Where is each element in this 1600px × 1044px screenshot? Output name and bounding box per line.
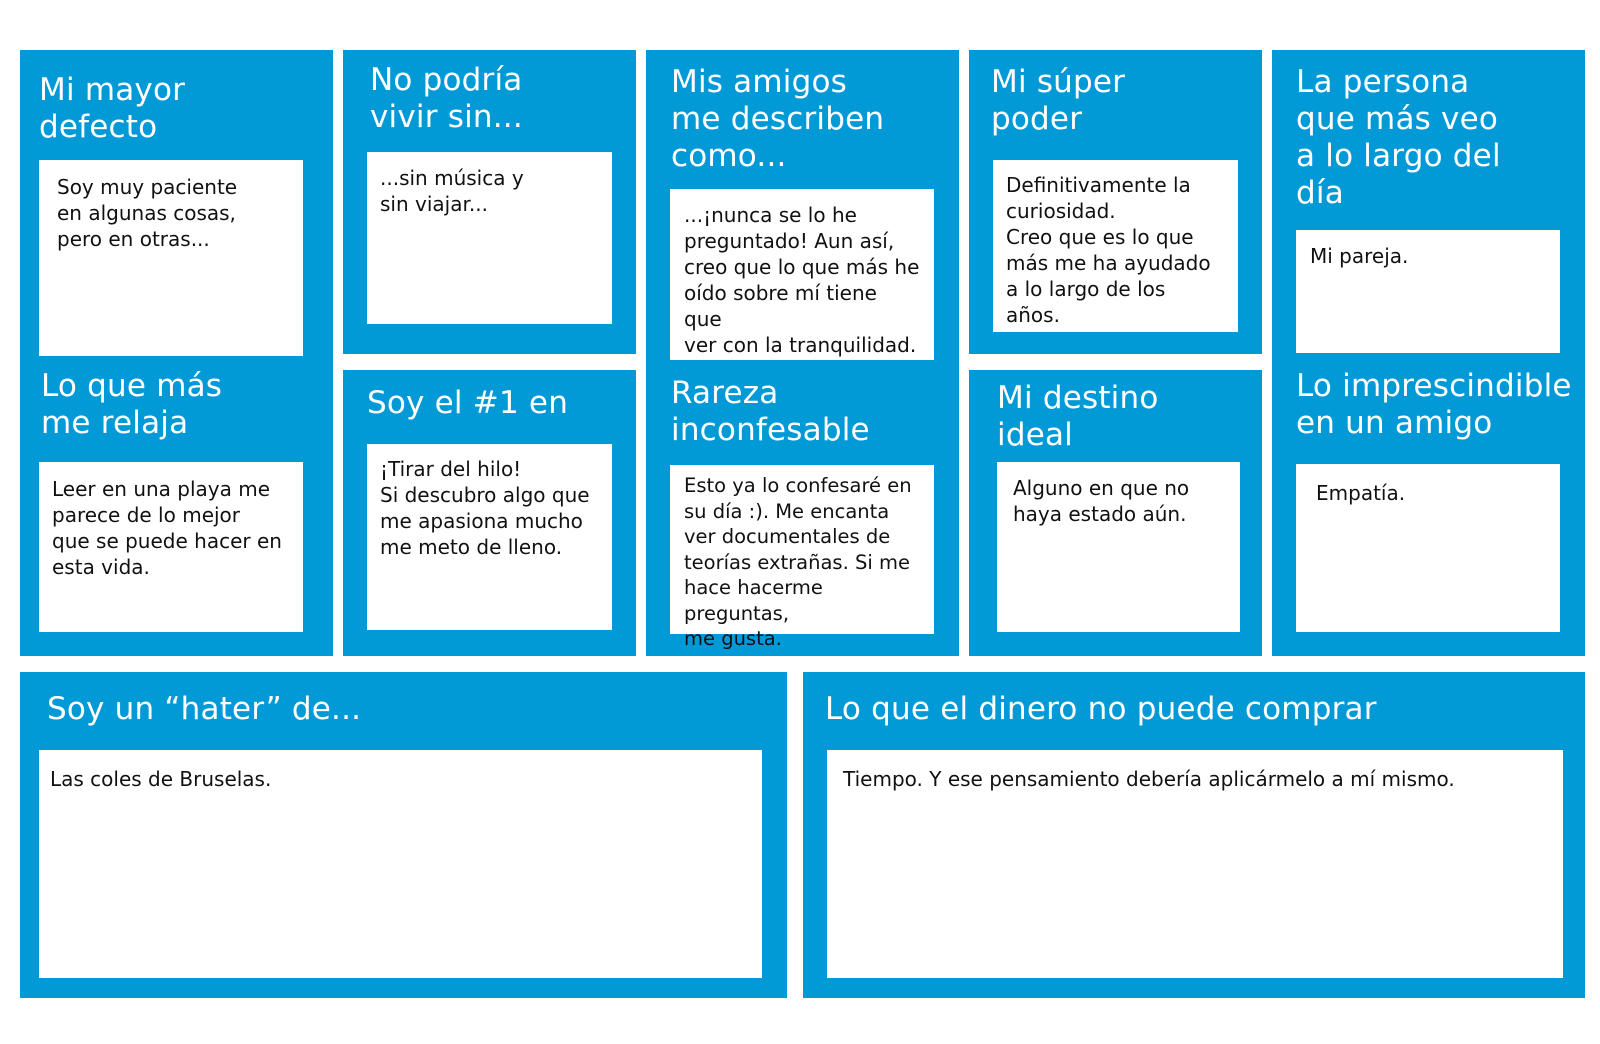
card-title: Lo imprescindible en un amigo — [1296, 368, 1572, 441]
card-answer: Las coles de Bruselas. — [39, 750, 762, 978]
card-lo-imprescindible-en-un-amigo — [1272, 356, 1585, 656]
card-mi-mayor-defecto — [20, 50, 333, 356]
card-answer: ...¡nunca se lo he preguntado! Aun así, creo que lo que más he oído sobre mí tiene que ver con la tranquilidad. — [670, 189, 934, 360]
card-title: Mis amigos me describen como... — [671, 64, 885, 174]
card-answer: Empatía. — [1296, 464, 1560, 632]
card-no-podria-vivir-sin — [343, 50, 636, 354]
card-answer: Mi pareja. — [1296, 230, 1560, 353]
card-mis-amigos-me-describen — [646, 50, 959, 656]
card-title: Lo que el dinero no puede comprar — [825, 691, 1377, 727]
card-lo-que-mas-me-relaja — [20, 356, 333, 656]
card-title: Mi mayor defecto — [39, 72, 186, 145]
card-title: No podría vivir sin... — [370, 62, 523, 135]
card-mi-super-poder — [969, 50, 1262, 354]
card-answer: Soy muy paciente en algunas cosas, pero en otras... — [39, 160, 303, 356]
card-soy-un-hater-de — [20, 672, 787, 998]
card-answer: Alguno en que no haya estado aún. — [997, 462, 1240, 632]
card-answer-rareza: Esto ya lo confesaré en su día :). Me encanta ver documentales de teorías extrañas. Si me hace hacerme preguntas, me gusta. — [670, 465, 934, 634]
card-title: Soy un “hater” de... — [47, 691, 362, 727]
card-title: La persona que más veo a lo largo del día — [1296, 64, 1501, 211]
card-la-persona-que-mas-veo — [1272, 50, 1585, 356]
card-mi-destino-ideal — [969, 370, 1262, 656]
card-title-rareza: Rareza inconfesable — [671, 375, 870, 448]
card-title: Soy el #1 en — [367, 385, 569, 421]
card-answer: ...sin música y sin viajar... — [367, 152, 612, 324]
card-title: Mi súper poder — [991, 64, 1126, 137]
card-soy-el-numero-uno — [343, 370, 636, 656]
card-lo-que-el-dinero-no-puede-comprar — [803, 672, 1585, 998]
card-answer: Definitivamente la curiosidad. Creo que es lo que más me ha ayudado a lo largo de los años. — [993, 160, 1238, 332]
card-answer: ¡Tirar del hilo! Si descubro algo que me apasiona mucho me meto de lleno. — [367, 444, 612, 630]
card-title: Mi destino ideal — [997, 380, 1159, 453]
card-answer: Leer en una playa me parece de lo mejor que se puede hacer en esta vida. — [39, 462, 303, 632]
card-title: Lo que más me relaja — [41, 368, 223, 441]
card-answer: Tiempo. Y ese pensamiento debería aplicármelo a mí mismo. — [827, 750, 1563, 978]
